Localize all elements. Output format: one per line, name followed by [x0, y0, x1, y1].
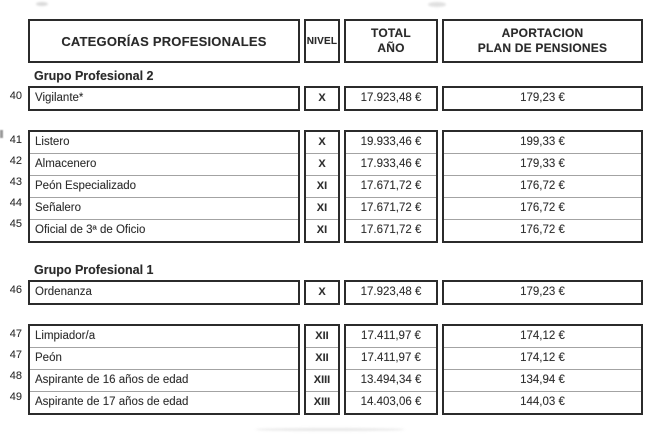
- group-label: Grupo Profesional 1: [34, 263, 154, 277]
- row-number: 43: [9, 176, 22, 188]
- row-number-column: [0, 130, 24, 243]
- table-block: [0, 86, 662, 111]
- aportacion-column: [442, 86, 643, 111]
- category-cell: Listero: [35, 136, 70, 148]
- row-number: 49: [9, 391, 22, 403]
- scan-smudge: [36, 2, 48, 6]
- category-cell: Limpiador/a: [35, 330, 96, 342]
- aportacion-column: [442, 280, 643, 305]
- total-cell: 17.923,48 €: [360, 92, 422, 104]
- total-cell: 17.411,97 €: [346, 347, 436, 369]
- header-categorias: [28, 19, 300, 63]
- aportacion-cell: 174,12 €: [444, 347, 641, 369]
- group-label: Grupo Profesional 2: [34, 69, 154, 83]
- table-body: [0, 68, 662, 415]
- category-cell: Peón Especializado: [30, 175, 298, 197]
- aportacion-cell: 176,72 €: [444, 175, 641, 197]
- total-cell: 19.933,46 €: [360, 136, 422, 148]
- category-cell: Ordenanza: [35, 286, 92, 298]
- category-cell: Almacenero: [30, 153, 298, 175]
- nivel-cell: XI: [306, 197, 338, 219]
- row-number: 42: [9, 155, 22, 167]
- header-nivel-label: NIVEL: [306, 35, 338, 47]
- row-number: 44: [9, 197, 22, 209]
- row-number-column: [0, 86, 24, 111]
- total-cell: 17.933,46 €: [346, 153, 436, 175]
- aportacion-column: [442, 324, 643, 415]
- aportacion-cell: 179,23 €: [520, 286, 565, 298]
- scan-edge-mark: [0, 130, 3, 138]
- aportacion-cell: 179,33 €: [444, 153, 641, 175]
- total-column: [344, 280, 438, 305]
- row-number: 48: [9, 370, 22, 382]
- header-nivel: [304, 19, 340, 63]
- category-column: [28, 280, 300, 305]
- row-number: 41: [9, 134, 22, 146]
- total-cell: 14.403,06 €: [346, 391, 436, 413]
- aportacion-cell: 199,33 €: [520, 136, 565, 148]
- header-total: [344, 19, 438, 63]
- nivel-column: [304, 86, 340, 111]
- nivel-column: [304, 280, 340, 305]
- header-total-line2: AÑO: [377, 41, 405, 55]
- aportacion-column: [442, 130, 643, 243]
- nivel-cell: X: [318, 92, 326, 104]
- nivel-cell: XIII: [306, 391, 338, 413]
- header-total-line1: TOTAL: [371, 26, 411, 40]
- header-aportacion-line1: APORTACION: [501, 26, 584, 40]
- total-cell: 17.411,97 €: [361, 330, 421, 342]
- aportacion-cell: 176,72 €: [444, 197, 641, 219]
- total-cell: 17.671,72 €: [346, 219, 436, 241]
- nivel-cell: X: [306, 153, 338, 175]
- nivel-cell: XII: [315, 330, 329, 342]
- total-column: [344, 324, 438, 415]
- category-cell: Aspirante de 16 años de edad: [30, 369, 298, 391]
- aportacion-cell: 134,94 €: [444, 369, 641, 391]
- aportacion-cell: 174,12 €: [520, 330, 565, 342]
- category-cell: Oficial de 3ª de Oficio: [30, 219, 298, 241]
- aportacion-cell: 176,72 €: [444, 219, 641, 241]
- total-cell: 13.494,34 €: [346, 369, 436, 391]
- nivel-cell: XI: [306, 219, 338, 241]
- category-cell: Vigilante*: [35, 92, 84, 104]
- row-number-column: [0, 280, 24, 305]
- nivel-column: [304, 324, 340, 415]
- category-column: [28, 130, 300, 243]
- table-block: [0, 324, 662, 415]
- row-number: 47: [9, 328, 22, 340]
- header-aportacion: [442, 19, 643, 63]
- total-cell: 17.671,72 €: [346, 197, 436, 219]
- category-cell: Señalero: [30, 197, 298, 219]
- nivel-cell: XII: [306, 347, 338, 369]
- category-cell: Peón: [30, 347, 298, 369]
- row-number: 47: [9, 349, 22, 361]
- nivel-cell: XIII: [306, 369, 338, 391]
- header-categorias-label: CATEGORÍAS PROFESIONALES: [61, 33, 267, 49]
- row-number-column: [0, 324, 24, 415]
- scan-smudge: [428, 2, 446, 7]
- total-column: [344, 130, 438, 243]
- table-header: [0, 19, 662, 63]
- salary-table: [0, 19, 662, 434]
- nivel-cell: X: [318, 286, 326, 298]
- nivel-cell: XI: [306, 175, 338, 197]
- header-aportacion-line2: PLAN DE PENSIONES: [477, 41, 608, 55]
- row-number: 45: [9, 218, 22, 230]
- table-block: [0, 130, 662, 243]
- nivel-cell: X: [318, 136, 326, 148]
- category-cell: Aspirante de 17 años de edad: [30, 391, 298, 413]
- row-number: 46: [9, 284, 22, 296]
- aportacion-cell: 144,03 €: [444, 391, 641, 413]
- aportacion-cell: 179,23 €: [520, 92, 565, 104]
- nivel-column: [304, 130, 340, 243]
- row-number: 40: [9, 90, 22, 102]
- total-cell: 17.923,48 €: [360, 286, 422, 298]
- category-column: [28, 324, 300, 415]
- header-row-number-spacer: [0, 19, 24, 63]
- category-column: [28, 86, 300, 111]
- scan-smudge: [255, 428, 405, 431]
- total-column: [344, 86, 438, 111]
- total-cell: 17.671,72 €: [346, 175, 436, 197]
- table-block: [0, 280, 662, 305]
